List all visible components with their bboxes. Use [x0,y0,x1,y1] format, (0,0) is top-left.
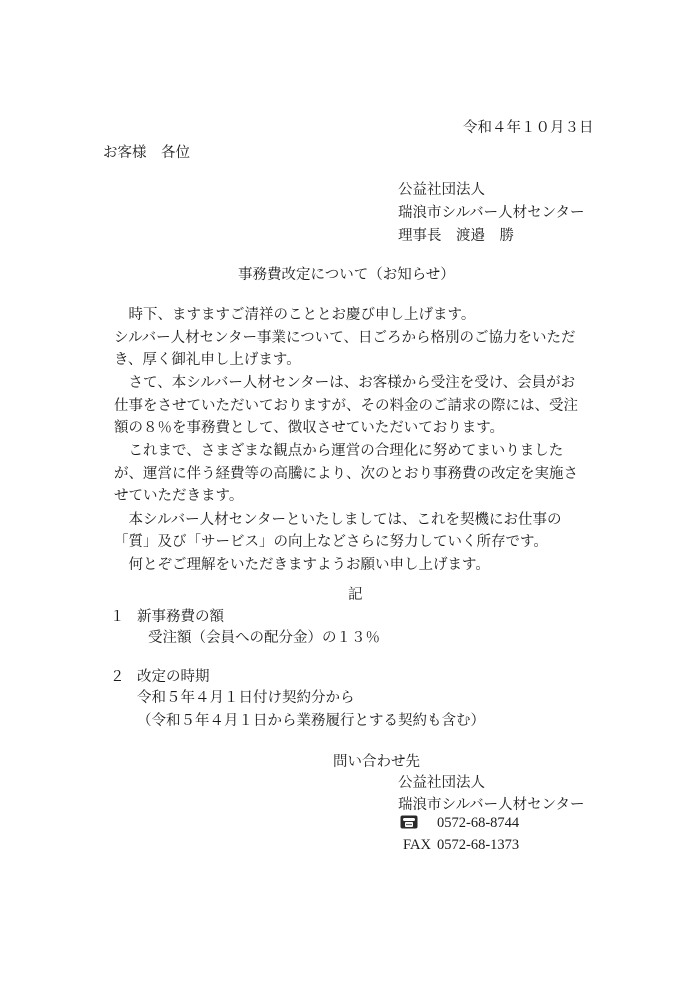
item-heading: 改定の時期 [137,669,210,685]
contact-org-name: 瑞浪市シルバー人材センター [398,797,585,813]
contact-org-type: 公益社団法人 [398,775,485,791]
item-detail: 受注額（会員への配分金）の１３％ [148,630,380,646]
body-line: 額の８％を事務費として、徴収させていただいております。 [114,420,505,436]
sender-org-type: 公益社団法人 [398,182,485,198]
body-line: さて、本シルバー人材センターは、お客様から受注を受け、会員がお [114,375,576,391]
body-line: 何とぞご理解をいただきますようお願い申し上げます。 [114,557,490,573]
item-detail: 令和５年４月１日付け契約分から [137,690,355,706]
ki-heading: 記 [348,587,363,603]
body-line: これまで、さまざまな観点から運営の合理化に努めてまいりました [114,443,564,459]
item-number: ２ [110,669,125,685]
contact-phone: 0572-68-8744 [437,815,520,831]
body-line: 時下、ますますご清祥のこととお慶び申し上げます。 [114,307,476,323]
body-line: 仕事をさせていただいておりますが、その料金のご請求の際には、受注 [114,398,578,414]
body-line: シルバー人材センター事業について、日ごろから格別のご協力をいただ [114,330,576,346]
letter-date: 令和４年１０月３日 [463,120,594,136]
body-line: き、厚く御礼申し上げます。 [114,352,301,368]
body-line: せていただきます。 [114,488,244,504]
contact-fax: 0572-68-1373 [437,837,520,853]
telephone-icon [400,815,418,829]
sender-person: 理事長 渡邉 勝 [398,228,514,244]
item-heading: 新事務費の額 [137,609,224,625]
recipient: お客様 各位 [103,145,190,161]
contact-label: 問い合わせ先 [333,754,420,770]
fax-label: FAX [403,837,431,853]
sender-org-name: 瑞浪市シルバー人材センター [398,205,585,221]
item-number: １ [110,609,125,625]
body-line: 「質」及び「サービス」の向上などさらに努力していく所存です。 [114,534,548,550]
body-line: が、運営に伴う経費等の高騰により、次のとおり事務費の改定を実施さ [114,466,578,482]
body-line: 本シルバー人材センターといたしましては、これを契機にお仕事の [114,512,562,528]
item-detail: （令和５年４月１日から業務履行とする契約も含む） [137,713,485,729]
letter-title: 事務費改定について（お知らせ） [238,267,455,283]
